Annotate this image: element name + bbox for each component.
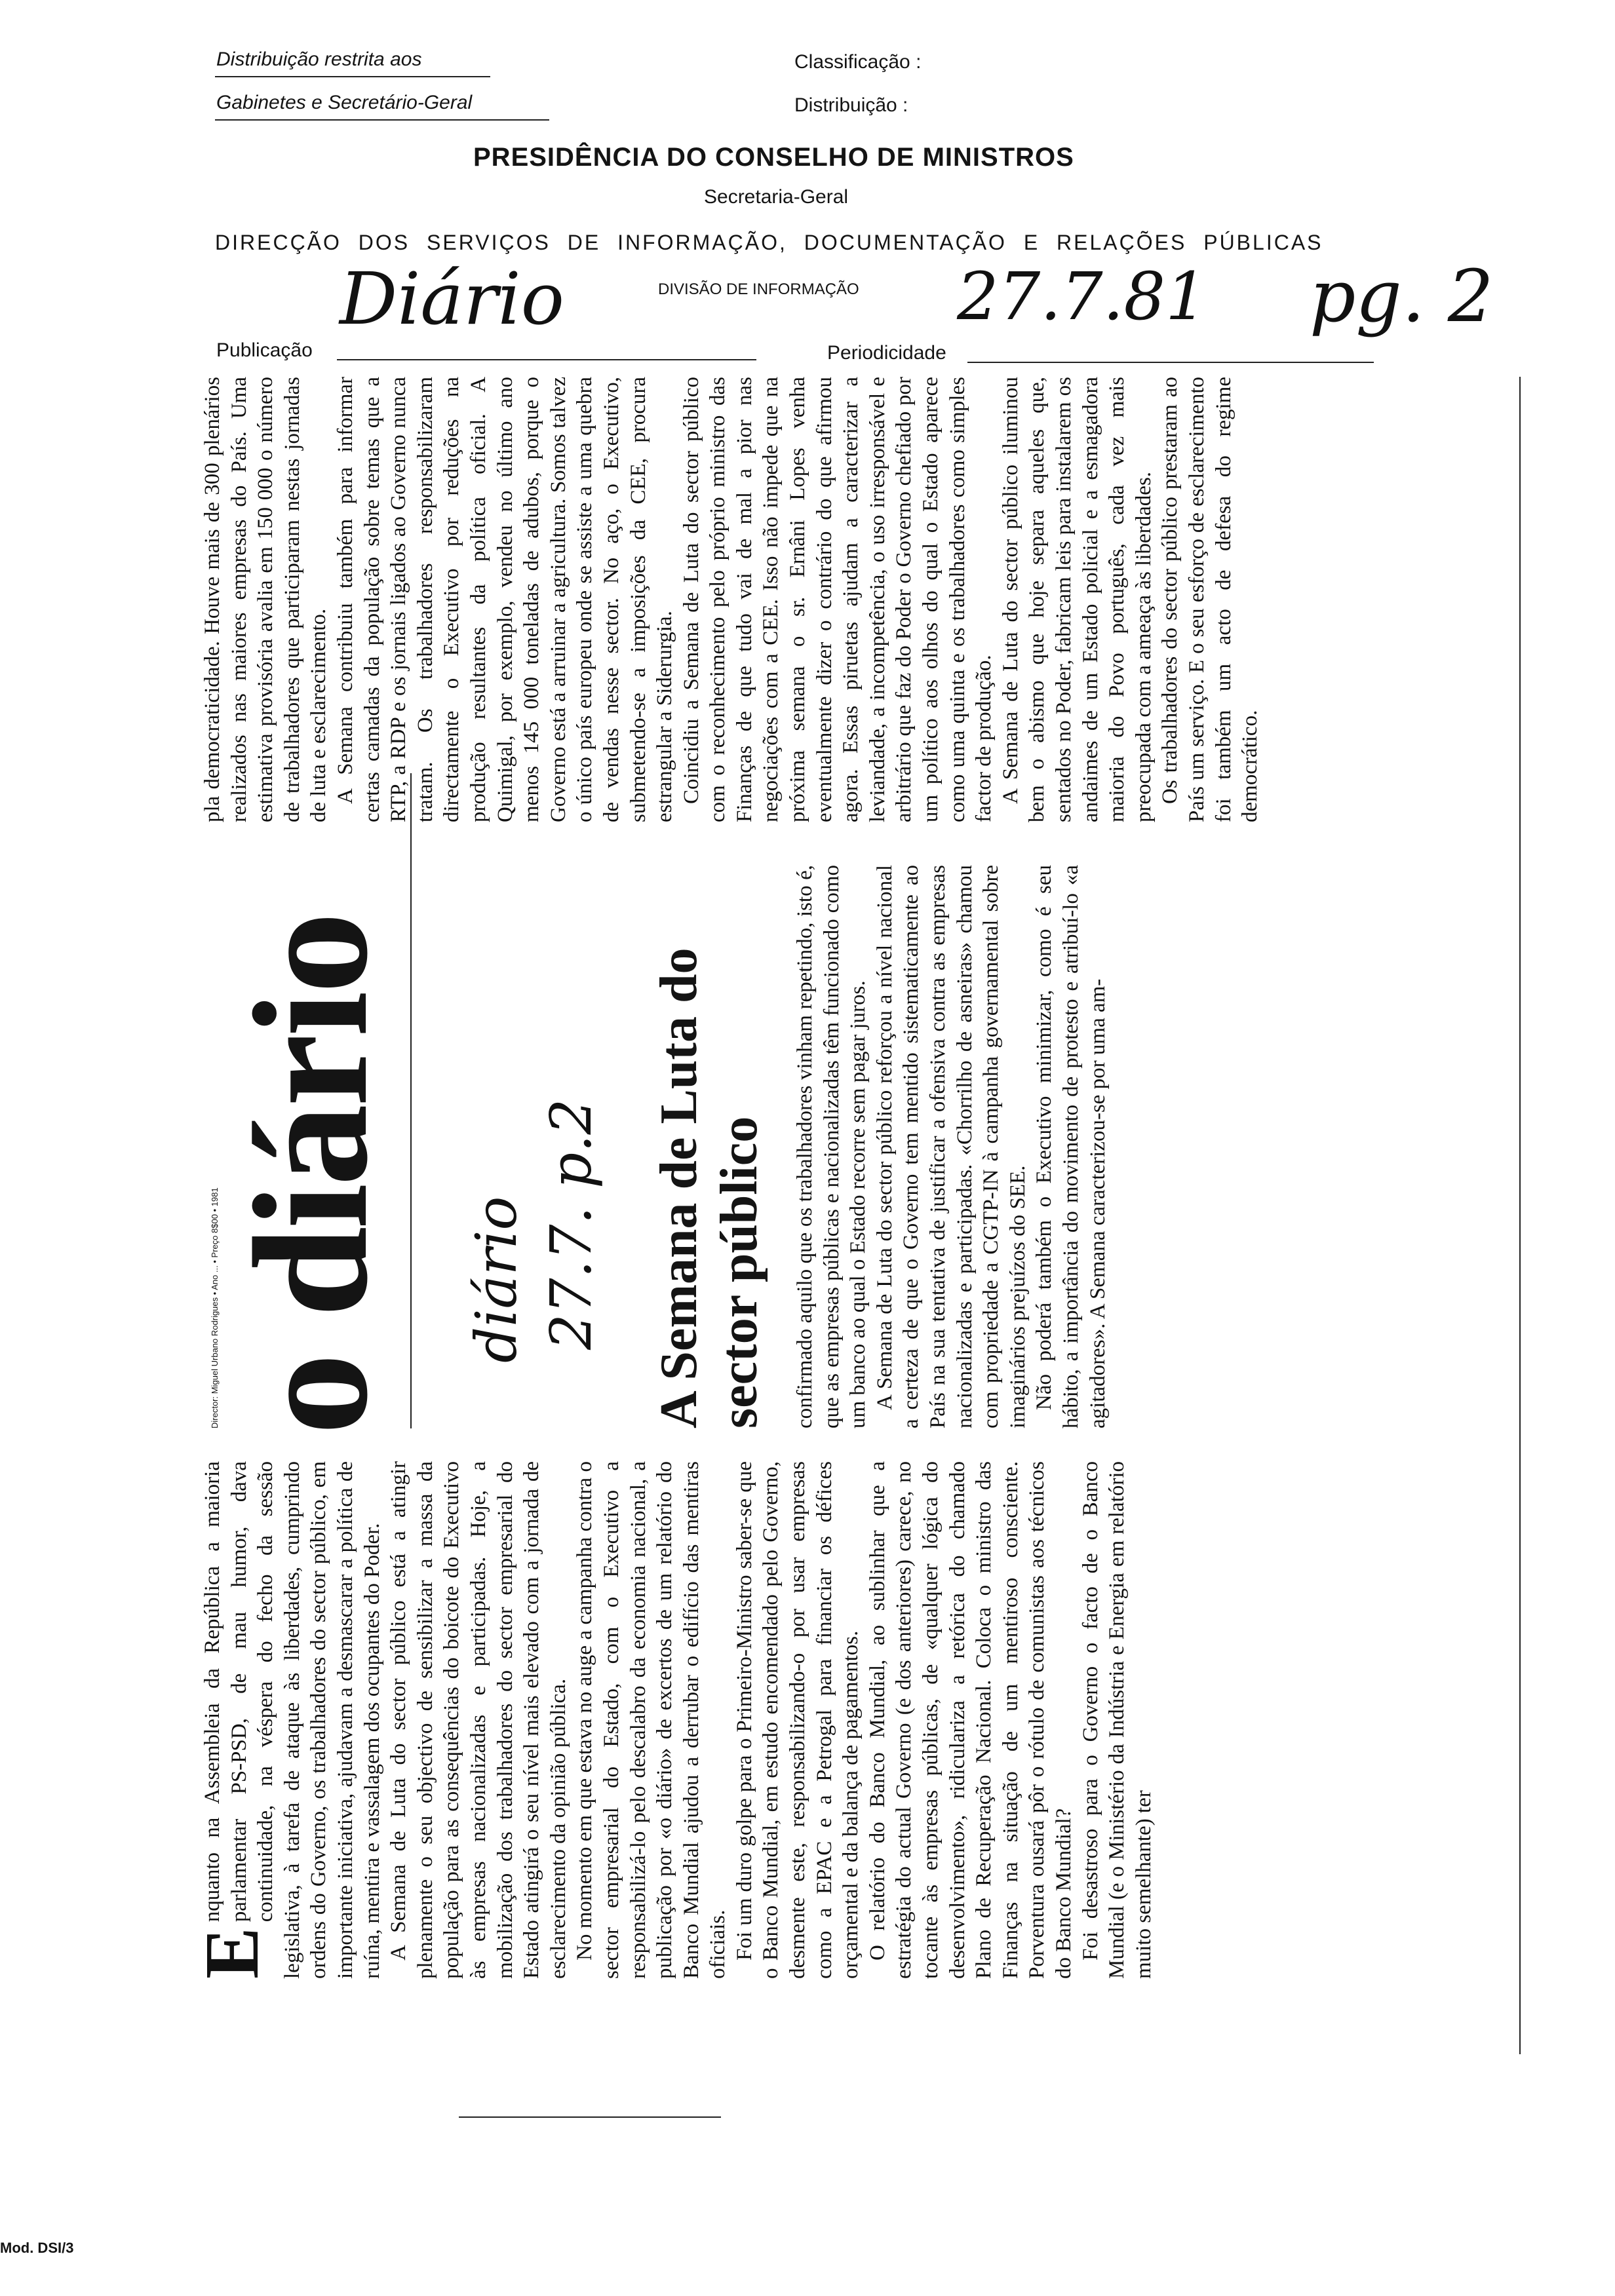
clipping-edge-line xyxy=(1519,377,1521,2054)
masthead-title: o diário xyxy=(220,914,402,1435)
article-paragraph: Foi um duro golpe para o Primeiro-Ministro saber-se que o Banco Mundial, em estudo encomendado pelo Governo, desmente este, responsabilizando-o por usar empresas como a EPAC e a Petrogal para financiar os défices orçamental e da balança de pagamentos. xyxy=(732,1461,863,1979)
clipping-handwritten-date: 27.7. p.2 xyxy=(539,1098,604,1350)
distribuicao-label: Distribuição : xyxy=(794,94,908,116)
form-code: Mod. DSI/3 xyxy=(0,2240,74,2256)
article-paragraph: nquanto na Assembleia da República a maioria parlamentar PS-PSD, de mau humor, dava continuidade, na véspera do fecho da sessão legislativa, à tarefa de ataque às liberdades, cumprindo ordens do Governo, os trabalhadores do sector público, em importante iniciativa, ajudavam a desmascarar a política de ruína, mentira e vassalagem dos ocupantes do Poder. xyxy=(201,1461,384,1979)
article-paragraph: A Semana contribuiu também para informar certas camadas da população sobre temas que a RTP, a RDP e os jornais ligados ao Governo nunca tratam. Os trabalhadores responsabilizaram directamente o Executivo por reduções na produção resultantes da política oficial. A Quimigal, por exemplo, vendeu no último ano menos 145 000 toneladas de adubos, porque o Governo está a arruinar a agricultura. Somos talvez o único país europeu onde se assiste a uma quebra de vendas nesse sector. No aço, o Executivo, submetendo-se a imposições da CEE, procura estrangular a Siderurgia. xyxy=(333,377,677,822)
newspaper-clipping xyxy=(190,373,1508,1985)
handwritten-date: 27.7.81 xyxy=(957,258,1207,335)
masthead-credit: Director: Miguel Urbano Rodrigues • Ano ... • Preço 8$00 • 1981 xyxy=(210,1187,220,1428)
article-paragraph: No momento em que estava no auge a campanha contra o sector empresarial do Estado, com o Executivo a responsabilizá-lo pelo descalabro da economia nacional, a publicação por «o diário» de excertos de um relatório do Banco Mundial ajudou a derrubar o edifício das mentiras oficiais. xyxy=(573,1461,730,1979)
secretariat-label: Secretaria-Geral xyxy=(704,186,849,208)
article-column-1 xyxy=(189,1461,1504,1979)
article-paragraph: Não poderá também o Executivo minimizar, como é seu hábito, a importância do movimento de protesto e atribuí-lo «a agitadores». A Semana caracterizou-se por uma am- xyxy=(1032,865,1110,1428)
clipping-page-rotated xyxy=(190,373,1508,1985)
periodicidade-label: Periodicidade xyxy=(827,342,946,364)
article-paragraph: A Semana de Luta do sector público reforçou a nível nacional a certeza de que o Governo tem mentido sistematicamente ao País na sua tentativa de justificar a ofensiva contra as empresas nacionalizadas e participadas. «Chorrilho de asneiras» chamou com propriedade a CGTP-IN à campanha governamental sobre imaginários prejuízos do SEE. xyxy=(872,865,1030,1428)
restricted-distribution-line2: Gabinetes e Secretário-Geral xyxy=(216,92,473,113)
publicacao-field-line xyxy=(337,359,756,360)
header-underline xyxy=(215,76,490,77)
publicacao-label: Publicação xyxy=(216,339,313,361)
article-paragraph: O relatório do Banco Mundial, ao sublinhar que a estratégia do actual Governo (e dos anteriores) carece, no tocante às empresas públicas, de «qualquer lógica do desenvolvimento», ridiculariza a retórica do chamado Plano de Recuperação Nacional. Coloca o ministro das Finanças na situação de um mentiroso consciente. Porventura ousará pôr o rótulo de comunistas aos técnicos do Banco Mundial? xyxy=(865,1461,1076,1979)
directorate-line: DIRECÇÃO DOS SERVIÇOS DE INFORMAÇÃO, DOCUMENTAÇÃO E RELAÇÕES PÚBLICAS xyxy=(215,231,1323,254)
masthead-rule xyxy=(410,773,412,1428)
header-underline xyxy=(215,119,549,121)
article-paragraph: confirmado aquilo que os trabalhadores vinham repetindo, isto é, que as empresas públicas e nacionalizadas têm funcionado como um banco ao qual o Estado recorre sem pagar juros. xyxy=(793,865,870,1428)
article-column-3 xyxy=(199,377,1504,822)
article-paragraph: Foi desastroso para o Governo o facto de o Banco Mundial (e o Ministério da Indústria e Energia em relatório muito semelhante) ter xyxy=(1078,1461,1156,1979)
article-paragraph: pla democraticidade. Houve mais de 300 plenários realizados nas maiores empresas do País. Uma estimativa provisória avalia em 150 000 o número de trabalhadores que participaram nestas jornadas de luta e esclarecimento. xyxy=(201,377,331,822)
institution-title: PRESIDÊNCIA DO CONSELHO DE MINISTROS xyxy=(473,143,1074,172)
article-paragraph: Os trabalhadores do sector público prestaram ao País um serviço. E o seu esforço de esclarecimento foi também um acto de defesa do regime democrático. xyxy=(1158,377,1262,822)
periodicidade-field-line xyxy=(967,362,1374,363)
article-headline: A Semana de Luta do sector público xyxy=(650,947,768,1428)
clipping-handwritten-name: diário xyxy=(464,1196,530,1363)
drop-cap-letter: E xyxy=(189,1927,275,1979)
restricted-distribution-line1: Distribuição restrita aos xyxy=(216,48,422,70)
handwritten-publication-name: Diário xyxy=(340,257,564,341)
classificacao-label: Classificação : xyxy=(794,51,922,73)
division-label: DIVISÃO DE INFORMAÇÃO xyxy=(658,280,859,298)
article-paragraph: A Semana de Luta do sector público está a atingir plenamente o seu objectivo de sensibilizar a massa da população para as consequências do boicote do Executivo às empresas nacionalizadas e participadas. Hoje, a mobilização dos trabalhadores do sector empresarial do Estado atingirá o seu nível mais elevado com a jornada de esclarecimento da opinião pública. xyxy=(387,1461,570,1979)
handwritten-page: pg. 2 xyxy=(1310,254,1494,338)
clipping-bottom-rule xyxy=(459,2116,721,2118)
article-column-2 xyxy=(792,865,1506,1428)
article-paragraph: A Semana de Luta do sector público iluminou bem o abismo que hoje separa aqueles que, sentados no Poder, fabricam leis para instalarem os andaimes de um Estado policial e a esmagadora maioria do Povo português, cada vez mais preocupada com a ameaça às liberdades. xyxy=(998,377,1156,822)
article-paragraph: Coincidiu a Semana de Luta do sector público com o reconhecimento pelo próprio ministro das Finanças de que tudo vai de mal a pior nas negociações com a CEE. Isso não impede que na próxima semana o sr. Ernâni Lopes venha eventualmente dizer o contrário do que afirmou agora. Essas piruetas ajudam a caracterizar a leviandade, a incompetência, o uso irresponsável e arbitrário que faz do Poder o Governo chefiado por um político aos olhos do qual o Estado aparece como uma quinta e os trabalhadores como simples factor de produção. xyxy=(679,377,996,822)
